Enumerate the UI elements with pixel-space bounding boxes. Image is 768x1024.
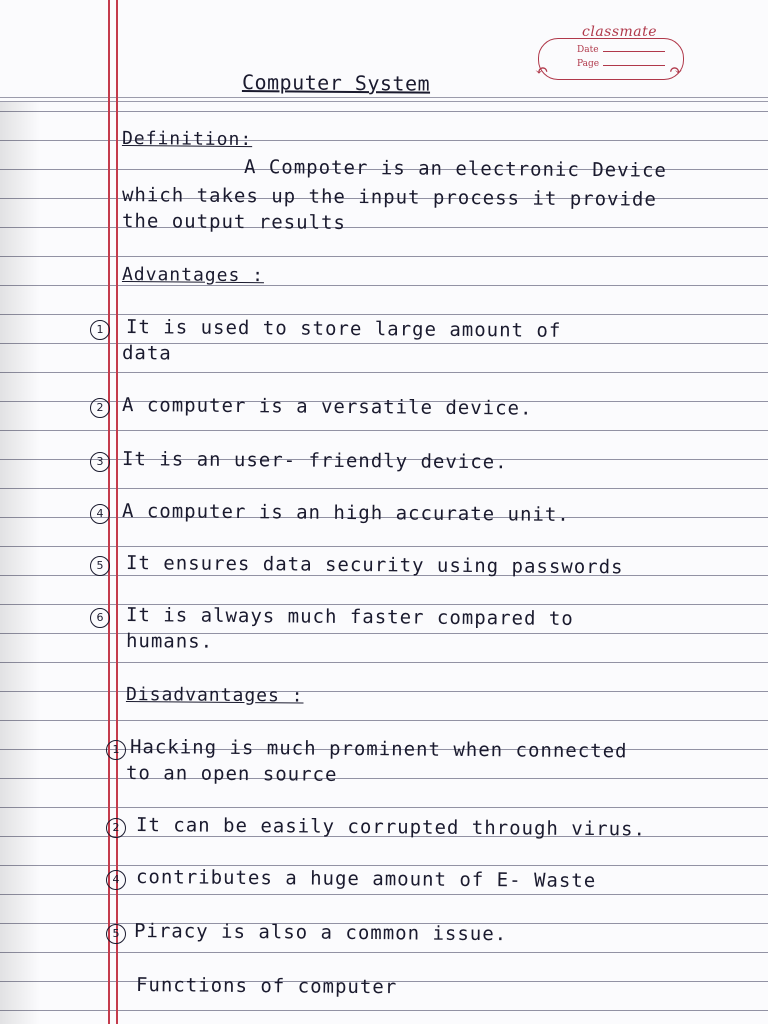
item-number-badge: 4	[90, 504, 110, 524]
advantage-line: It is an user- friendly device.	[121, 448, 508, 474]
definition-line: A Compoter is an electronic Device	[243, 156, 668, 182]
disadvantage-line: contributes a huge amount of E- Waste	[135, 866, 597, 893]
definition-line: the output results	[121, 210, 346, 234]
advantage-line: A computer is a versatile device.	[121, 394, 533, 420]
definition-heading: Definition:	[121, 128, 253, 151]
advantage-line: It is always much faster compared to	[125, 604, 574, 630]
disadvantage-line: Piracy is also a common issue.	[133, 920, 508, 946]
functions-heading: Functions of computer	[135, 974, 398, 999]
classmate-logo	[532, 24, 692, 84]
disadvantage-line: to an open source	[125, 762, 338, 786]
definition-line: which takes up the input process it provide	[121, 184, 657, 211]
advantage-line: humans.	[125, 630, 214, 653]
page-label: Page	[577, 59, 600, 69]
item-number-badge: 5	[90, 556, 110, 576]
item-number-badge: 2	[90, 398, 110, 418]
date-label: Date	[577, 45, 599, 55]
item-number-badge: 1	[106, 740, 126, 760]
advantage-line: It is used to store large amount of	[125, 316, 562, 342]
date-page-box	[535, 38, 684, 80]
item-number-badge: 6	[90, 608, 110, 628]
item-number-badge: 2	[106, 818, 126, 838]
page-shadow	[0, 0, 40, 1024]
item-number-badge: 3	[90, 452, 110, 472]
advantage-line: data	[121, 342, 172, 365]
disadvantages-heading: Disadvantages :	[125, 684, 304, 707]
advantage-line: It ensures data security using passwords	[125, 552, 624, 579]
advantages-heading: Advantages :	[121, 264, 265, 287]
page-title: Computer System	[241, 70, 431, 96]
right-arrow-icon: ↷	[669, 61, 683, 80]
item-number-badge: 4	[106, 870, 126, 890]
item-number-badge: 5	[106, 924, 126, 944]
disadvantage-line: It can be easily corrupted through virus.	[135, 814, 647, 841]
item-number-badge: 1	[90, 320, 110, 340]
disadvantage-line: Hacking is much prominent when connected	[129, 736, 628, 763]
brand-name: classmate	[582, 24, 658, 40]
page-field	[577, 59, 665, 69]
left-arrow-icon: ↶	[535, 61, 549, 80]
advantage-line: A computer is an high accurate unit.	[121, 500, 570, 526]
date-field	[577, 45, 665, 55]
